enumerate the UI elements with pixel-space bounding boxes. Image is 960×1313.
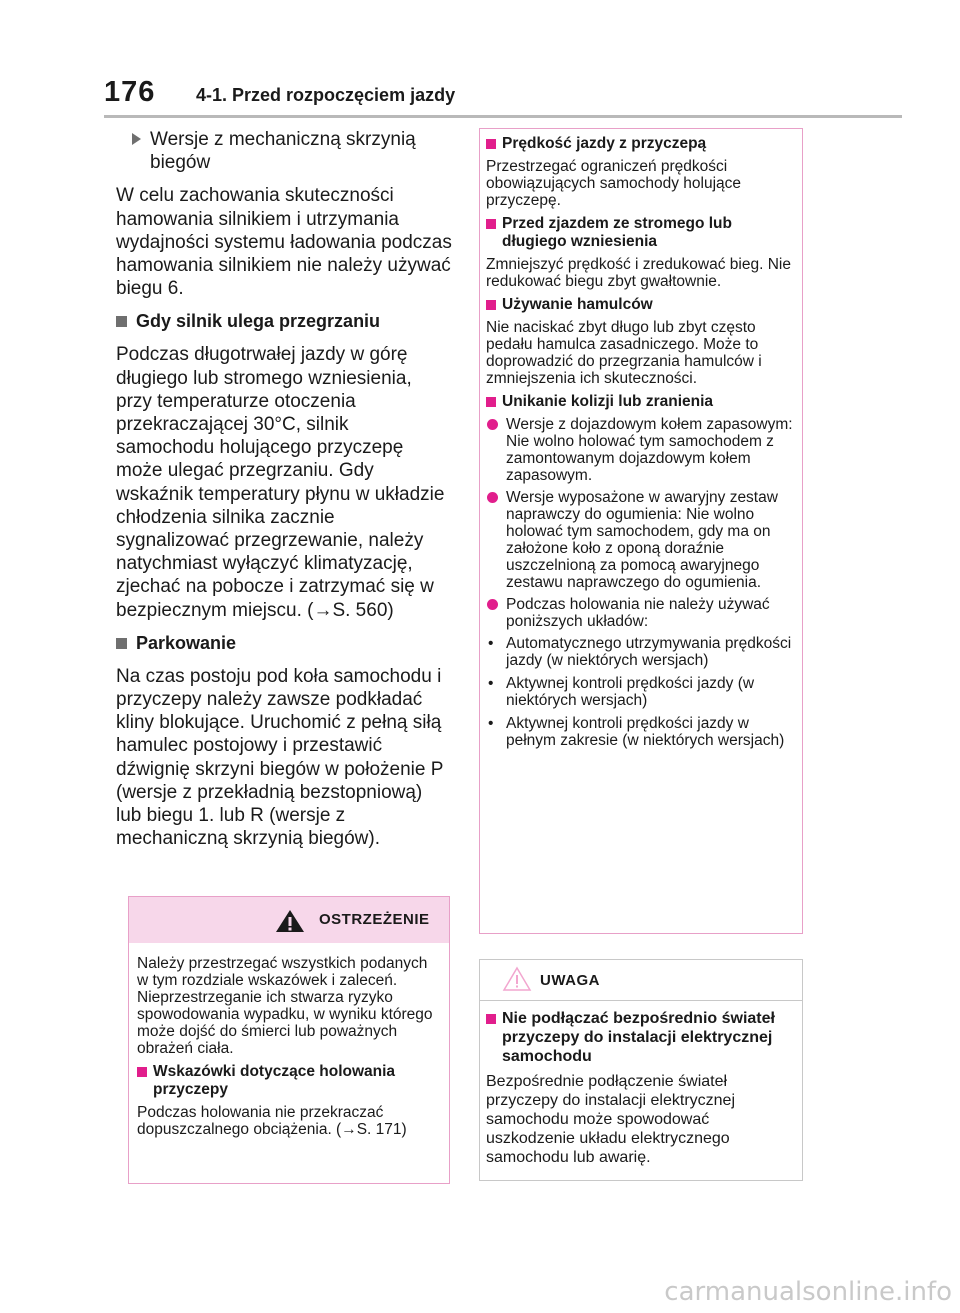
paragraph-overheat: Podczas długotrwałej jazdy w górę długiego lub stromego wzniesienia, przy temperaturze otoczenia przekraczającej 30°C, silnik samochodu holującego przyczepę może ulegać przegrzaniu. Gdy wskaźnik temperatury płynu w układzie chłodzenia silnika zacznie sygnalizować przegrzewanie, należy natychmiast wyłączyć klimatyzację, zjechać na pobocze i zatrzymać się w bezpiecznym miejscu. (→S. 560) — [116, 344, 445, 621]
heading-speed: Prędkość jazdy z przyczepą — [486, 135, 796, 153]
square-bullet-icon — [486, 397, 496, 407]
list-item: • Aktywnej kontroli prędkości jazdy (w niektórych wersjach) — [488, 675, 755, 709]
paragraph-brakes: Nie naciskać zbyt długo lub zbyt często pedału hamulca zasadniczego. Może to doprowadzić do przegrzania hamulców i zmniejszenia ich skuteczności. — [486, 319, 762, 387]
heading-parking: Parkowanie — [116, 632, 452, 655]
list-item: • Aktywnej kontroli prędkości jazdy w pełnym zakresie (w niektórych wersjach) — [488, 715, 785, 749]
paragraph-trailer-lights: Bezpośrednie podłączenie świateł przyczepy do instalacji elektrycznej samochodu może spowodować uszkodzenie układu elektrycznego samochodu lub awarię. — [486, 1073, 735, 1166]
triangle-right-icon — [132, 133, 141, 145]
watermark: carmanualsonline.info — [664, 1277, 952, 1307]
warning-body — [129, 943, 449, 1138]
heading-collision: Unikanie kolizji lub zranienia — [486, 393, 796, 411]
section-title: 4-1. Przed rozpoczęciem jazdy — [196, 85, 456, 105]
heading-trailer-lights: Nie podłączać bezpośrednio świateł przyczepy do instalacji elektrycznej samochodu — [486, 1009, 796, 1066]
heading-descent: Przed zjazdem ze stromego lub długiego wzniesienia — [486, 215, 796, 251]
circle-bullet-icon — [487, 492, 498, 503]
square-bullet-icon — [486, 1014, 496, 1024]
list-item: Podczas holowania nie należy używać poniższych układów: — [486, 596, 796, 630]
heading-towing-tips: Wskazówki dotyczące holowania przyczepy — [137, 1063, 441, 1099]
square-bullet-icon — [116, 638, 127, 649]
notice-title: UWAGA — [540, 972, 600, 989]
paragraph-towing-tips: Podczas holowania nie przekraczać dopuszczalnego obciążenia. (→S. 171) — [137, 1104, 407, 1138]
square-bullet-icon — [116, 316, 127, 327]
dot-bullet-icon: • — [488, 635, 494, 652]
square-bullet-icon — [486, 300, 496, 310]
dot-bullet-icon: • — [488, 675, 494, 692]
left-column — [116, 128, 452, 850]
subheading-manual-gearbox: Wersje z mechaniczną skrzynią biegów — [116, 128, 452, 174]
square-bullet-icon — [486, 139, 496, 149]
list-item: • Automatycznego utrzymywania prędkości jazdy (w niektórych wersjach) — [488, 635, 792, 669]
dot-bullet-icon: • — [488, 715, 494, 732]
list-item: Wersje wyposażone w awaryjny zestaw naprawczy do ogumienia: Nie wolno holować tym samochodem, gdy ma on założone koło z oponą doraźnie uszczelnioną za pomocą awaryjnego zestawu naprawczego do ogumienia. — [486, 489, 796, 591]
notice-body — [480, 1001, 802, 1167]
paragraph-descent: Zmniejszyć prędkość i zredukować bieg. Nie redukować biegu zbyt gwałtownie. — [486, 256, 791, 290]
warning-box — [128, 896, 450, 1184]
warning-header — [129, 897, 449, 943]
circle-bullet-icon — [487, 419, 498, 430]
paragraph-speed: Przestrzegać ograniczeń prędkości obowiązujących samochody holujące przyczepę. — [486, 158, 742, 209]
list-item: Wersje z dojazdowym kołem zapasowym: Nie wolno holować tym samochodem z zamontowanym dojazdowym kołem zapasowym. — [486, 416, 796, 484]
warning-continued-box — [479, 128, 803, 934]
page-header — [0, 0, 960, 120]
header-rule — [104, 115, 902, 118]
notice-header — [480, 960, 802, 1001]
heading-brakes: Używanie hamulców — [486, 296, 796, 314]
warning-title: OSTRZEŻENIE — [319, 911, 430, 928]
warning-intro: Należy przestrzegać wszystkich podanych w tym rozdziale wskazówek i zaleceń. Nieprzestrzeganie ich stwarza ryzyko spowodowania wypadku, w wyniku którego może dojść do śmierci lub poważnych obrażeń ciała. — [137, 955, 433, 1057]
circle-bullet-icon — [487, 599, 498, 610]
paragraph-parking: Na czas postoju pod koła samochodu i przyczepy należy zawsze podkładać kliny blokujące. Uruchomić z pełną siłą hamulec postojowy i przestawić dźwignię skrzyni biegów w położenie P (wersje z przekładnią bezstopniową) lub biegu 1. lub R (wersje z mechaniczną skrzynią biegów). — [116, 665, 444, 850]
square-bullet-icon — [486, 219, 496, 229]
notice-box — [479, 959, 803, 1181]
caution-triangle-icon — [502, 966, 532, 992]
paragraph-engine-braking: W celu zachowania skuteczności hamowania silnikiem i utrzymania wydajności systemu ładowania podczas hamowania silnikiem nie należy używać biegu 6. — [116, 185, 452, 300]
page-number: 176 — [104, 76, 156, 108]
square-bullet-icon — [137, 1067, 147, 1077]
heading-overheat: Gdy silnik ulega przegrzaniu — [116, 310, 452, 333]
warning-triangle-icon — [275, 909, 305, 933]
